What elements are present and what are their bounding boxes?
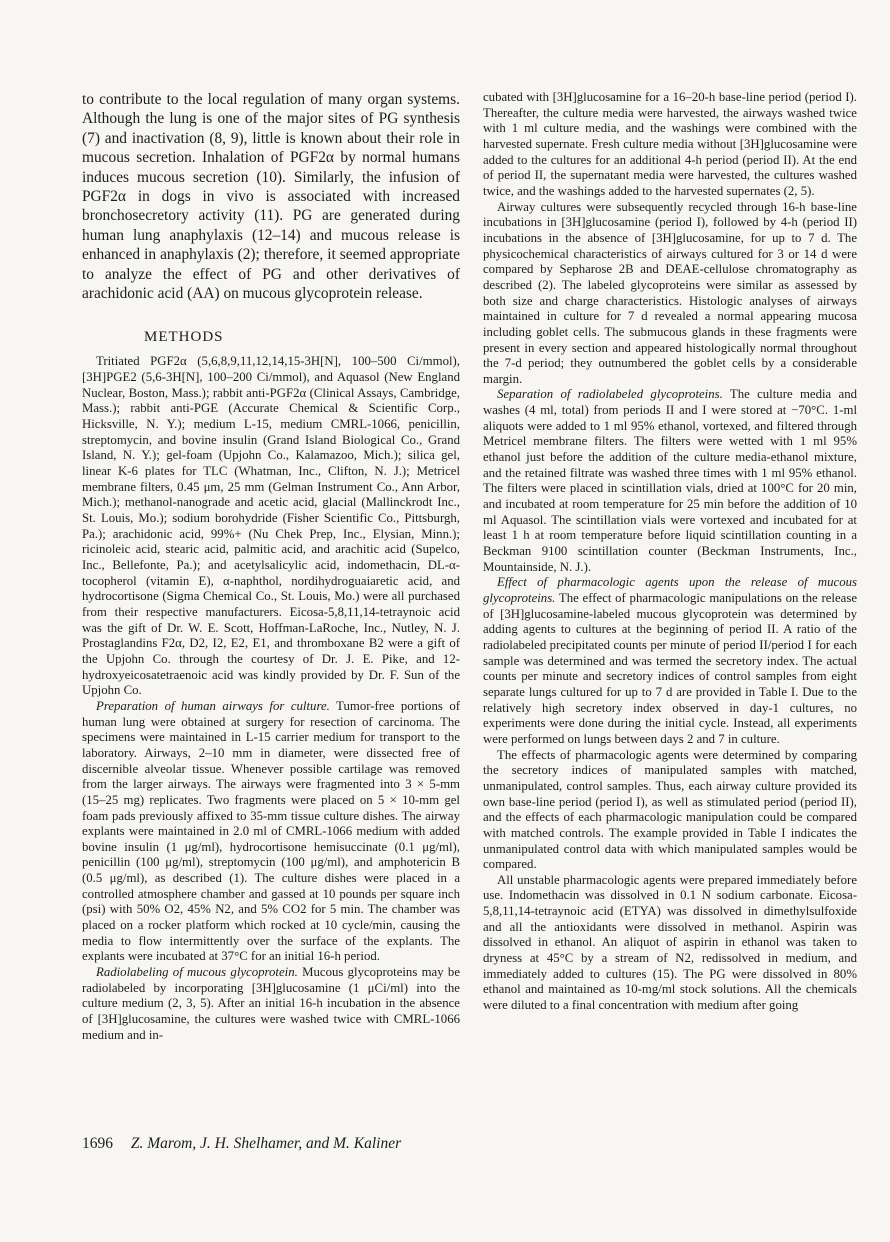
radiolabeling-text: Mucous glycoproteins may be radiolabeled by incorporating [3H]glucosamine (1 μCi/ml) into the culture medium (2, 3, 5). After an initial 16-h incubation in the absence of [3H]glucosamine, the cultures were washed twice with CMRL-1066 medium and in- — [82, 965, 460, 1042]
preparation-text: Tumor-free portions of human lung were obtained at surgery for resection of carcinoma. The specimens were maintained in L-15 carrier medium for transport to the laboratory. Airways, 2–10 mm in diameter, were dissected free of discernible alveolar tissue. Whenever possible cartilage was removed from the larger airways. The airways were fragmented into 3 × 5-mm (15–25 mg) replicates. Two fragments were placed on 5 × 10-mm gel foam pads previously affixed to 35-mm tissue culture dishes. The airway explants were maintained in 2.0 ml of CMRL-1066 medium with added bovine insulin (1 μg/ml), hydrocortisone hemisuccinate (0.1 μg/ml), penicillin (100 μg/ml), streptomycin (100 μg/ml), and amphotericin B (0.5 μg/ml), as described (1). The culture dishes were placed in a controlled atmosphere chamber and gassed at 10 pounds per square inch (psi) with 50% O2, 45% N2, and 5% CO2 for 5 min. The chamber was placed on a rocker platform which rocked at 10 cycle/min, causing the media to flow intermittently over the surface of the explants. The explants were incubated at 37°C for an initial 16-h period. — [82, 698, 460, 964]
radiolabeling-paragraph — [82, 965, 460, 1043]
separation-subheading: Separation of radiolabeled glycoproteins. — [497, 387, 723, 402]
left-column — [82, 90, 460, 1043]
separation-text: The culture media and washes (4 ml, total) from periods II and I were stored at −70°C. 1-ml aliquots were added to 1 ml 95% ethanol, vortexed, and filtered through Metricel membrane filters. The filters were wetted with 1 ml 95% ethanol just before the addition of the culture media-ethanol mixture, and the retained filtrate was washed three times with 1 ml 95% ethanol. The filters were placed in scintillation vials, dried at 100°C for 20 min, and incubated at room temperature for 25 min before the addition of 10 ml Aquasol. The scintillation vials were vortexed and incubated for at least 1 h at room temperature before liquid scintillation counting in a Beckman 9100 scintillation counter (Beckman Instruments, Inc., Mountainside, N. J.). — [483, 387, 857, 574]
effect-text: The effect of pharmacologic manipulations on the release of [3H]glucosamine-labeled mucous glycoprotein was determined by adding agents to cultures at the beginning of period II. A ratio of the radiolabeled precipitated counts per minute of period II/period I for each sample was determined and was termed the secretory index. The actual counts per minute and secretory indices of control samples from eight separate lungs cultured for up to 7 d are provided in Table I. Due to the relatively high secretory index observed in day-1 cultures, no experiments were done during the initial cycle. Instead, all experiments were performed on lungs between days 2 and 7 in culture. — [483, 591, 857, 746]
separation-paragraph — [483, 387, 857, 575]
preparation-paragraph — [82, 699, 460, 965]
page-number: 1696 — [82, 1135, 113, 1152]
intro-paragraph: to contribute to the local regulation of many organ systems. Although the lung is one of the major sites of PG synthesis (7) and inactivation (8, 9), little is known about their role in mucous secretion. Inhalation of PGF2α by normal humans induces mucous secretion (10). Similarly, the infusion of PGF2α in dogs in vivo is associated with increased bronchosecretory activity (11). PG are generated during human lung anaphylaxis (12–14) and mucous release is enhanced in anaphylaxis (2); therefore, it seemed appropriate to analyze the effect of PG and other derivatives of arachidonic acid (AA) on mucous glycoprotein release. — [82, 91, 460, 303]
materials-paragraph: Tritiated PGF2α (5,6,8,9,11,12,14,15-3H[N], 100–500 Ci/mmol), [3H]PGE2 (5,6-3H[N], 100–200 Ci/mmol), and Aquasol (New England Nuclear, Boston, Mass.); rabbit anti-PGF2α (Clinical Assays, Cambridge, Mass.); rabbit anti-PGE (Accurate Chemical & Scientific Corp., Hicksville, N. Y.); medium L-15, medium CMRL-1066, penicillin, streptomycin, and bovine insulin (Grand Island Biological Co., Grand Island, N. Y.); gel-foam (Upjohn Co., Kalamazoo, Mich.); silica gel, linear K-6 plates for TLC (Whatman, Inc., Clifton, N. J.); Metricel membrane filters, 0.45 μm, 25 mm (Gelman Instrument Co., Ann Arbor, Mich.); methanol-nanograde and acetic acid, glacial (Mallinckrodt Inc., St. Louis, Mo.); sodium borohydride (Fisher Scientific Co., Pittsburgh, Pa.); arachidonic acid, 99%+ (Nu Chek Prep, Inc., Elysian, Minn.); ricinoleic acid, stearic acid, palmitic acid, and arachitic acid (Supelco, Inc., Bellefonte, Pa.); and acetylsalicylic acid, indomethacin, DL-α-tocopherol (vitamin E), α-naphthol, nordihydroguaiaretic acid, and hydrocortisone (Sigma Chemical Co., St. Louis, Mo.) were all purchased from their respective manufacturers. Eicosa-5,8,11,14-tetraynoic acid was the gift of Dr. W. E. Scott, Hoffman-LaRoche, Inc., Nutley, N. J. Prostaglandins F2α, D2, I2, E2, E1, and thromboxane B2 were a gift of the Upjohn Co. through the courtesy of Dr. J. E. Pike, and 12-hydroxyeicosatetraenoic acid was kindly provided by Dr. F. Sun of the Upjohn Co. — [82, 354, 460, 698]
effects-determination-paragraph: The effects of pharmacologic agents were determined by comparing the secretory indices of manipulated samples with matched, unmanipulated, control samples. Thus, each airway culture provided its own base-line period (period I), as well as stimulated period (period II), and the effects of each pharmacologic manipulation could be compared with matched controls. The example provided in Table I indicates the unmanipulated control data with which manipulated samples would be compared. — [483, 747, 857, 872]
right-column — [483, 90, 857, 1014]
unstable-agents-paragraph: All unstable pharmacologic agents were prepared immediately before use. Indomethacin was dissolved in 0.1 N sodium carbonate. Eicosa-5,8,11,14-tetraynoic acid (ETYA) was dissolved in dimethylsulfoxide and all the antioxidants were dissolved in methanol. Aspirin was dissolved in ethanol. An aliquot of aspirin in ethanol was taken to dryness at 45°C by a stream of N2, redissolved in medium, and immediately added to cultures (15). The PG were dissolved in 80% ethanol and maintained as 10-mg/ml stock solutions. All the chemicals were diluted to a final concentration with medium after going — [483, 872, 857, 1013]
preparation-subheading: Preparation of human airways for culture. — [96, 698, 330, 713]
footer-authors: Z. Marom, J. H. Shelhamer, and M. Kaliner — [130, 1135, 402, 1152]
radiolabeling-subheading: Radiolabeling of mucous glycoprotein. — [96, 965, 298, 980]
recycle-paragraph: Airway cultures were subsequently recycled through 16-h base-line incubations in [3H]glucosamine (period I), followed by 4-h (period II) incubations in the absence of [3H]glucosamine, for up to 7 d. The physicochemical characteristics of airways cultured for 3 or 14 d were compared by Sepharose 2B and DEAE-cellulose chromatography as described (2). The labeled glycoproteins were similar as assessed by both size and charge characteristics. Histologic analyses of airways maintained in culture for 7 d revealed a normal appearing mucosa including goblet cells. The submucous glands in these fragments were present in every section and appeared histologically normal throughout the 7-d period; they outnumbered the goblet cells by a considerable margin. — [483, 199, 857, 386]
effect-paragraph — [483, 575, 857, 747]
continued-paragraph: cubated with [3H]glucosamine for a 16–20-h base-line period (period I). Thereafter, the culture media were harvested, the airways washed twice with 1 ml culture media, and the washings were combined with the harvested supernate. Fresh culture media without [3H]glucosamine were added to the cultures for an additional 4-h period (period II). At the end of period II, the supernatant media were harvested, the cultures washed twice, and the washings added to the harvested supernates (2, 5). — [483, 90, 857, 198]
page-footer — [82, 1135, 401, 1153]
effect-subheading: Effect of pharmacologic agents upon the release of mucous glycoproteins. — [483, 575, 857, 605]
methods-heading: METHODS — [144, 329, 224, 346]
